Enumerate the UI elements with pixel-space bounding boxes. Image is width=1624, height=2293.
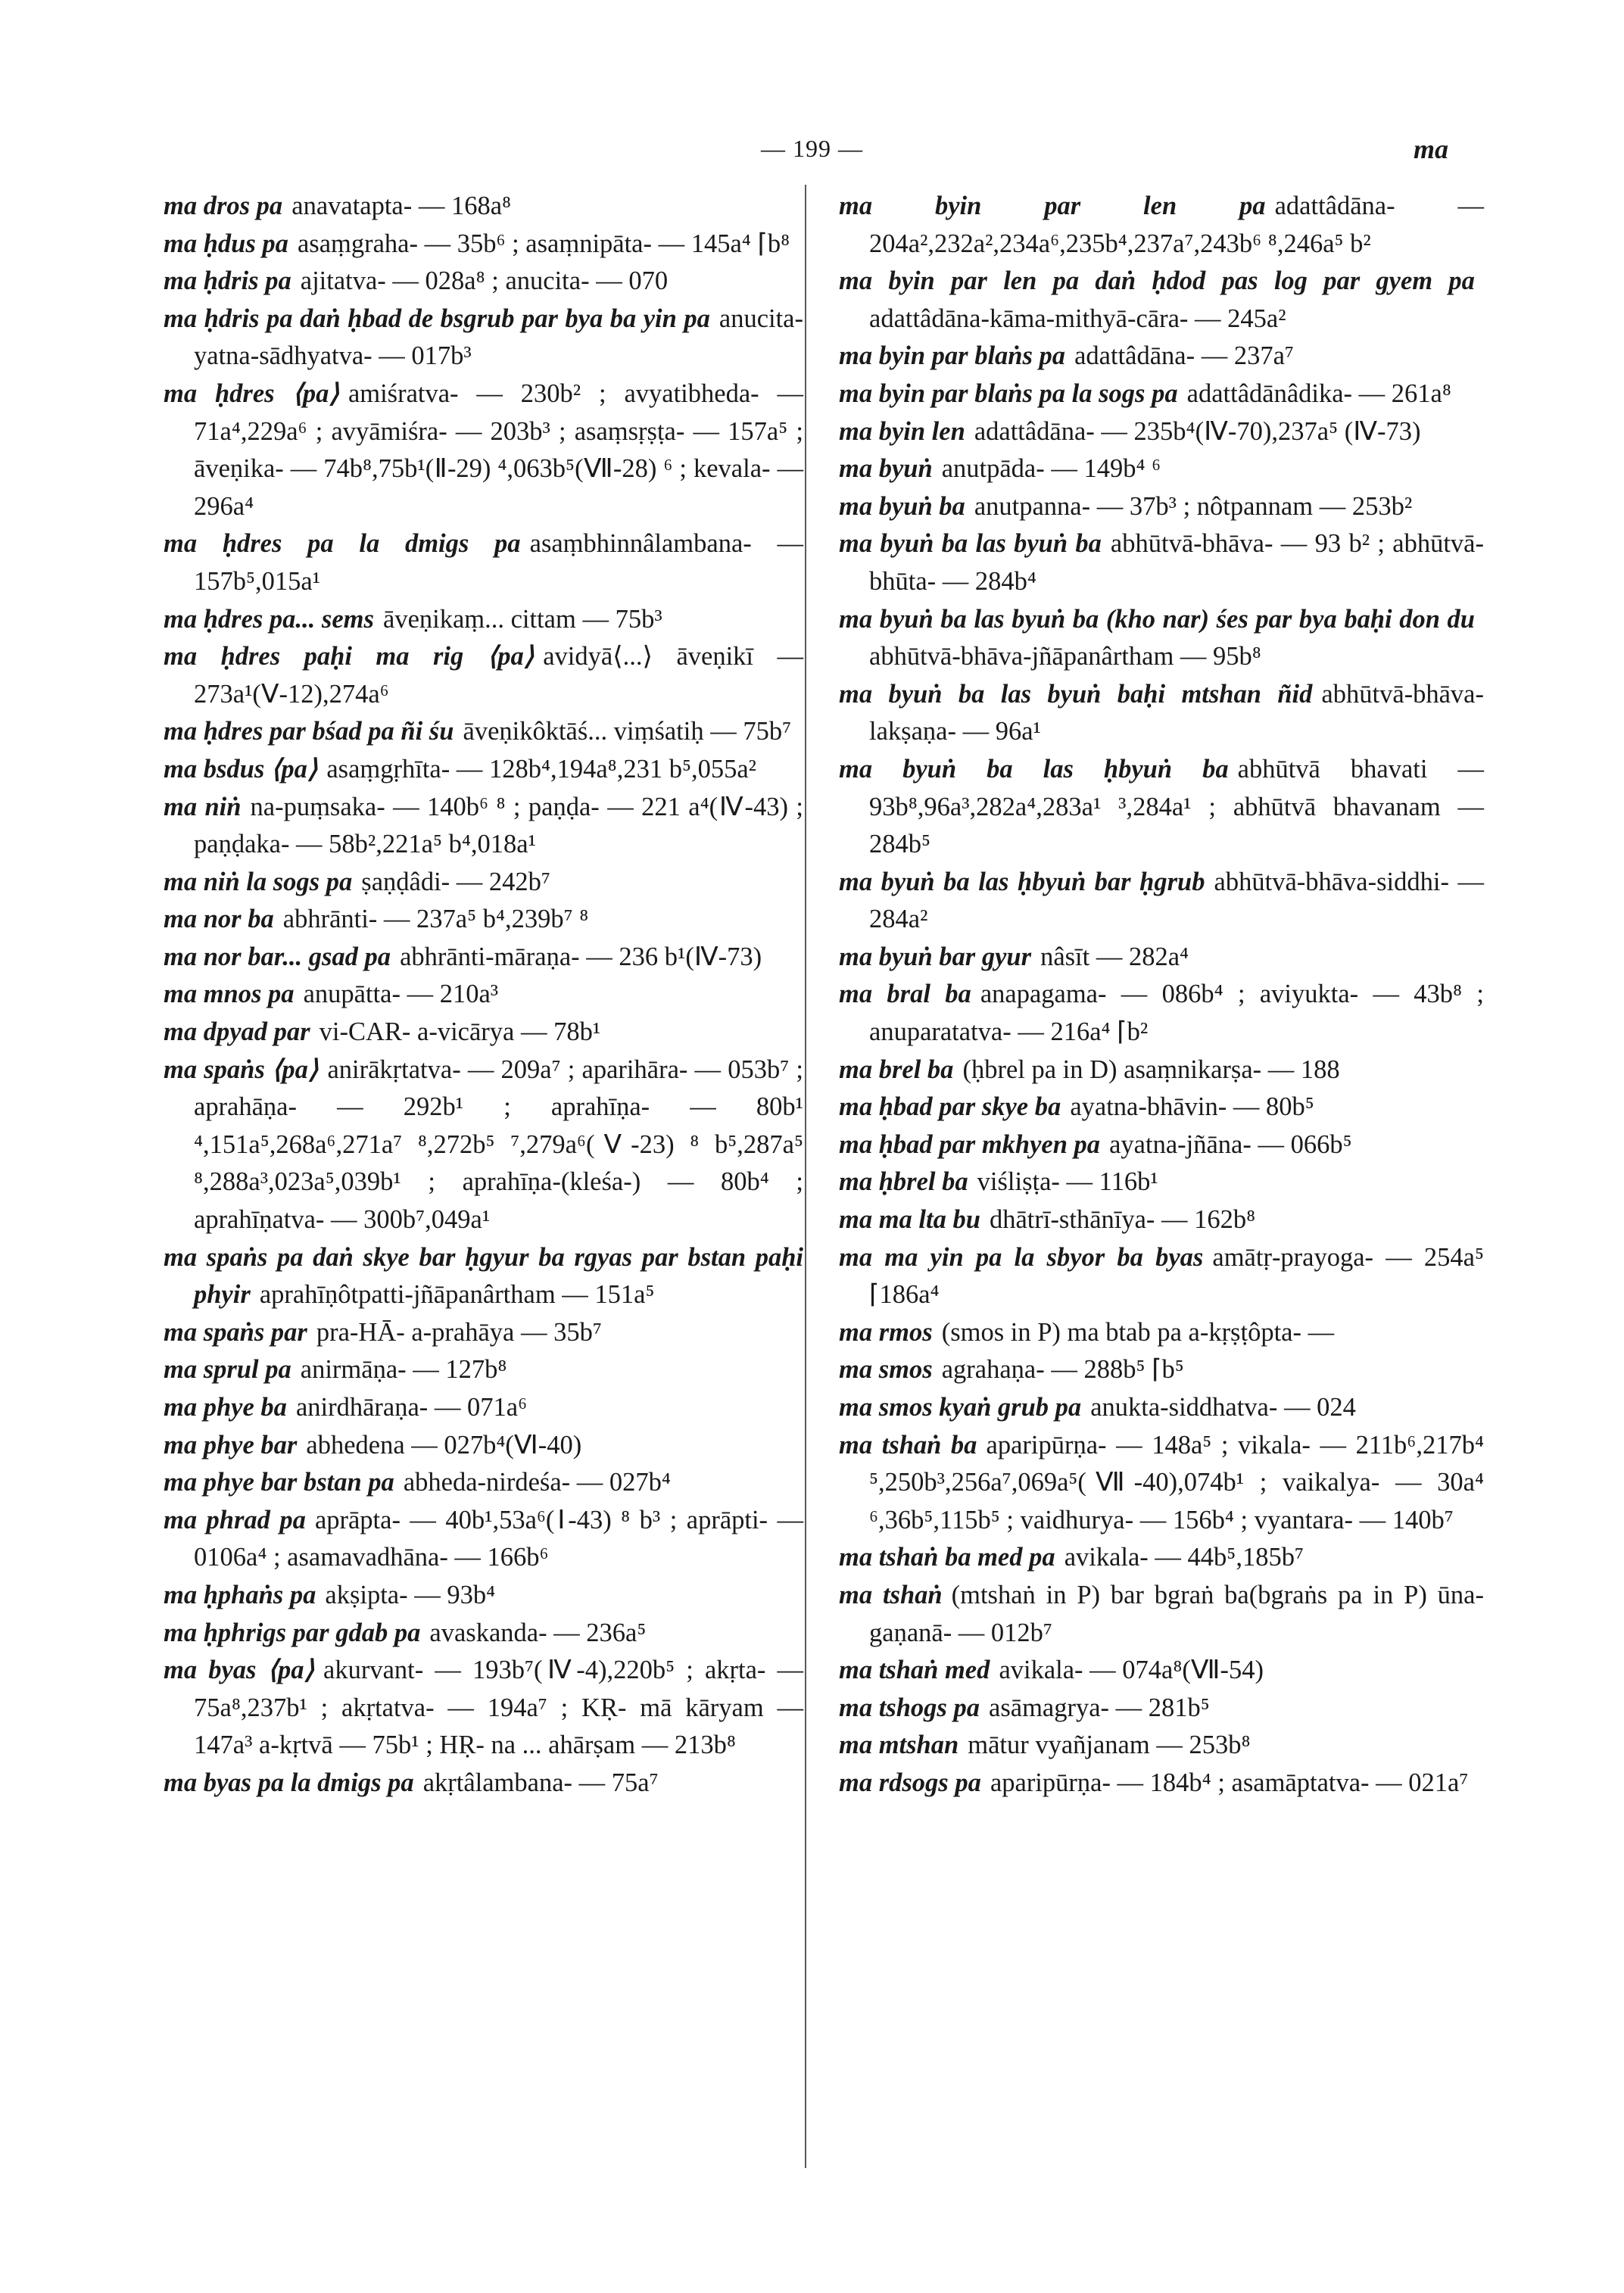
- entry-headword: ma byas ⟨pa⟩: [164, 1656, 314, 1685]
- entry-headword: ma phye ba: [164, 1393, 287, 1422]
- entry-headword: ma ḥphrigs par gdab pa: [164, 1618, 421, 1647]
- entry-headword: ma ḥdris pa daṅ ḥbad de bsgrub par bya ba yin pa: [164, 304, 710, 333]
- dictionary-entry: [164, 1427, 803, 1465]
- entry-definition: ajitatva- — 028a⁸ ; anucita- — 070: [300, 266, 669, 296]
- entry-headword: ma tshaṅ med: [839, 1656, 990, 1685]
- entry-headword: ma tshogs pa: [839, 1693, 980, 1722]
- dictionary-entry: [839, 450, 1484, 488]
- entry-definition: asaṃgraha- — 35b⁶ ; asaṃnipāta- — 145a⁴ ⌈b⁸: [297, 229, 790, 258]
- dictionary-entry: [839, 1089, 1484, 1126]
- dictionary-entry: [164, 1051, 803, 1239]
- dictionary-entry: [839, 413, 1484, 451]
- entry-definition: abhedena — 027b⁴(Ⅵ-40): [306, 1430, 582, 1460]
- entry-headword: ma ḥdus pa: [164, 229, 288, 258]
- entry-headword: ma ḥphaṅs pa: [164, 1580, 316, 1609]
- dictionary-entry: [164, 301, 803, 375]
- entry-definition: (mtshaṅ in P) bar bgraṅ ba(bgraṅs pa in P) ūna-gaṇanā- — 012b⁷: [869, 1580, 1484, 1647]
- entry-definition: abhūtvā-bhāva-jñāpanârtham — 95b⁸: [869, 642, 1261, 671]
- entry-headword: ma byuṅ ba las ḥbyuṅ bar ḥgrub: [839, 867, 1205, 896]
- entry-definition: pra-HĀ- a-prahāya — 35b⁷: [316, 1317, 602, 1347]
- entry-definition: abhūtvā-bhāva- — 93 b² ; abhūtvā-bhūta- — 284b⁴: [869, 529, 1484, 596]
- entry-definition: adattâdāna- — 204a²,232a²,234a⁶,235b⁴,237a⁷,243b⁶ ⁸,246a⁵ b²: [869, 192, 1484, 258]
- entry-definition: anirdhāraṇa- — 071a⁶: [295, 1393, 528, 1422]
- entry-definition: avaskanda- — 236a⁵: [429, 1618, 647, 1647]
- entry-headword: ma ḥbad par skye ba: [839, 1092, 1061, 1122]
- entry-headword: ma phrad pa: [164, 1505, 306, 1534]
- running-head: ma: [1413, 134, 1448, 164]
- entry-headword: ma spaṅs pa daṅ skye bar ḥgyur ba rgyas par bstan paḥi phyir: [164, 1242, 803, 1310]
- entry-headword: ma ḥdres ⟨pa⟩: [164, 379, 339, 408]
- dictionary-entry: [839, 1727, 1484, 1765]
- entry-headword: ma ma yin pa la sbyor ba byas: [839, 1242, 1204, 1272]
- entry-definition: amātṛ-prayoga- — 254a⁵ ⌈186a⁴: [869, 1242, 1485, 1310]
- dictionary-entry: [839, 1164, 1484, 1201]
- entry-definition: anapagama- — 086b⁴ ; aviyukta- — 43b⁸ ; anuparatatva- — 216a⁴ ⌈b²: [869, 980, 1484, 1047]
- entry-headword: ma spaṅs par: [164, 1317, 307, 1347]
- dictionary-entry: [164, 1389, 803, 1427]
- entry-definition: nâsīt — 282a⁴: [1040, 942, 1189, 971]
- entry-definition: avikala- — 44b⁵,185b⁷: [1064, 1543, 1304, 1572]
- entry-definition: anirākṛtatva- — 209a⁷ ; aparihāra- — 053b⁷ ; aprahāṇa- — 292b¹ ; aprahīṇa- — 80b¹ ⁴,151a⁵,268a⁶,271a⁷ ⁸,272b⁵ ⁷,279a⁶(Ⅴ-23) ⁸ b⁵,287a⁵ ⁸,288a³,023a⁵,039b¹ ; aprahīṇa-(kleśa-) — 80b⁴ ; aprahīṇatva- — 300b⁷,049a¹: [194, 1055, 803, 1235]
- entry-headword: ma byuṅ: [839, 454, 933, 484]
- dictionary-entry: [164, 1765, 803, 1802]
- entry-headword: ma byin len: [839, 416, 965, 446]
- dictionary-entry: [164, 901, 803, 939]
- dictionary-entry: [839, 188, 1484, 263]
- entry-definition: viśliṣṭa- — 116b¹: [977, 1167, 1158, 1197]
- entry-definition: aparipūrṇa- — 148a⁵ ; vikala- — 211b⁶,217b⁴ ⁵,250b³,256a⁷,069a⁵(Ⅶ-40),074b¹ ; vaikalya- — 30a⁴ ⁶,36b⁵,115b⁵ ; vaidhurya- — 156b⁴ ; vyantara- — 140b⁷: [869, 1430, 1484, 1534]
- entry-definition: agrahaṇa- — 288b⁵ ⌈b⁵: [941, 1355, 1184, 1385]
- dictionary-entry: [839, 864, 1484, 939]
- entry-definition: asaṃgṛhīta- — 128b⁴,194a⁸,231 b⁵,055a²: [326, 754, 757, 784]
- dictionary-entry: [164, 1464, 803, 1502]
- entry-definition: anutpāda- — 149b⁴ ⁶: [941, 454, 1161, 484]
- entry-headword: ma byas pa la dmigs pa: [164, 1768, 414, 1797]
- entry-headword: ma ḥdres pa la dmigs pa: [164, 529, 521, 559]
- entry-headword: ma smos: [839, 1355, 933, 1385]
- entry-headword: ma brel ba: [839, 1055, 954, 1084]
- dictionary-entry: [839, 1652, 1484, 1690]
- entry-headword: ma byin par len pa: [839, 192, 1266, 220]
- dictionary-entry: [839, 601, 1484, 676]
- entry-definition: akṣipta- — 93b⁴: [325, 1580, 496, 1609]
- dictionary-entry: [164, 1502, 803, 1577]
- entry-definition: abhūtvā-bhāva-lakṣaṇa- — 96a¹: [869, 679, 1484, 746]
- entry-headword: ma byuṅ ba: [839, 491, 965, 521]
- entry-definition: anucita-yatna-sādhyatva- — 017b³: [194, 304, 803, 371]
- entry-definition: avidyā⟨...⟩ āveṇikī — 273a¹(Ⅴ-12),274a⁶: [194, 642, 803, 709]
- entry-headword: ma ḥdris pa: [164, 266, 291, 296]
- entry-definition: ayatna-bhāvin- — 80b⁵: [1070, 1092, 1314, 1122]
- entry-definition: anukta-siddhatva- — 024: [1090, 1393, 1356, 1422]
- entry-definition: mātur vyañjanam — 253b⁸: [968, 1731, 1251, 1760]
- dictionary-entry: [164, 751, 803, 789]
- dictionary-entry: [839, 1427, 1484, 1540]
- dictionary-entry: [839, 488, 1484, 526]
- entry-definition: vi-CAR- a-vicārya — 78b¹: [319, 1017, 601, 1047]
- entry-definition: abhūtvā bhavati — 93b⁸,96a³,282a⁴,283a¹ ³,284a¹ ; abhūtvā bhavanam — 284b⁵: [869, 754, 1484, 859]
- dictionary-entry: [839, 1126, 1484, 1164]
- dictionary-entry: [164, 1239, 803, 1314]
- entry-definition: āveṇikôktāś... viṃśatiḥ — 75b⁷: [463, 717, 792, 746]
- entry-definition: adattâdānâdika- — 261a⁸: [1186, 379, 1451, 408]
- entry-headword: ma spaṅs ⟨pa⟩: [164, 1055, 319, 1084]
- entry-headword: ma mtshan: [839, 1731, 959, 1760]
- entry-headword: ma ma lta bu: [839, 1205, 980, 1235]
- entry-definition: asaṃbhinnâlambana- — 157b⁵,015a¹: [194, 529, 803, 596]
- entry-headword: ma tshaṅ ba med pa: [839, 1543, 1055, 1572]
- dictionary-entry: [164, 713, 803, 751]
- entry-headword: ma byin par blaṅs pa la sogs pa: [839, 379, 1178, 408]
- entry-definition: (smos in P) ma btab pa a-kṛṣṭôpta- —: [941, 1317, 1335, 1347]
- entry-definition: aparipūrṇa- — 184b⁴ ; asamāptatva- — 021a⁷: [990, 1768, 1469, 1797]
- dictionary-entry: [839, 1239, 1484, 1314]
- entry-definition: anutpanna- — 37b³ ; nôtpannam — 253b²: [974, 491, 1413, 521]
- entry-headword: ma niṅ la sogs pa: [164, 867, 353, 896]
- entry-headword: ma sprul pa: [164, 1355, 291, 1385]
- entry-headword: ma rdsogs pa: [839, 1768, 981, 1797]
- entry-headword: ma byin par len pa daṅ ḥdod pas log par gyem pa: [839, 266, 1475, 296]
- dictionary-entry: [164, 1615, 803, 1653]
- entry-definition: akṛtâlambana- — 75a⁷: [422, 1768, 659, 1797]
- dictionary-entry: [839, 263, 1484, 338]
- dictionary-entry: [164, 375, 803, 525]
- entry-definition: adattâdāna- — 237a⁷: [1074, 341, 1294, 371]
- dictionary-entry: [164, 188, 803, 226]
- entry-definition: ṣaṇḍâdi- — 242b⁷: [361, 867, 550, 896]
- entry-definition: dhātrī-sthānīya- — 162b⁸: [989, 1205, 1256, 1235]
- dictionary-entry: [839, 1201, 1484, 1239]
- entry-definition: akurvant- — 193b⁷(Ⅳ-4),220b⁵ ; akṛta- — 75a⁸,237b¹ ; akṛtatva- — 194a⁷ ; KṚ- mā kāryam — 147a³ a-kṛtvā — 75b¹ ; HṚ- na ... ahārṣam — 213b⁸: [194, 1656, 803, 1760]
- dictionary-entry: [164, 789, 803, 864]
- dictionary-entry: [164, 864, 803, 902]
- dictionary-entry: [839, 939, 1484, 977]
- entry-headword: ma byuṅ ba las ḥbyuṅ ba: [839, 754, 1229, 784]
- entry-definition: abheda-nirdeśa- — 027b⁴: [403, 1468, 671, 1497]
- entry-definition: āveṇikaṃ... cittam — 75b³: [383, 604, 662, 634]
- dictionary-entry: [164, 601, 803, 639]
- dictionary-entry: [839, 676, 1484, 751]
- dictionary-entry: [839, 525, 1484, 600]
- entry-definition: anirmāṇa- — 127b⁸: [300, 1355, 507, 1385]
- entry-definition: abhrānti- — 237a⁵ b⁴,239b⁷ ⁸: [282, 905, 589, 934]
- dictionary-entry: [839, 1351, 1484, 1389]
- entry-headword: ma phye bar: [164, 1430, 298, 1460]
- entry-definition: abhrānti-māraṇa- — 236 b¹(Ⅳ-73): [400, 942, 762, 971]
- dictionary-entry: [164, 1652, 803, 1765]
- entry-definition: abhūtvā-bhāva-siddhi- — 284a²: [869, 867, 1485, 934]
- dictionary-entry: [839, 1314, 1484, 1352]
- dictionary-entry: [839, 1051, 1484, 1089]
- entry-definition: aprāpta- — 40b¹,53a⁶(Ⅰ-43) ⁸ b³ ; aprāpti- — 0106a⁴ ; asamavadhāna- — 166b⁶: [194, 1505, 803, 1572]
- left-column: [164, 188, 803, 1802]
- entry-headword: ma nor ba: [164, 905, 274, 934]
- entry-definition: (ḥbrel pa in D) asaṃnikarṣa- — 188: [962, 1055, 1340, 1084]
- entry-headword: ma dros pa: [164, 192, 283, 220]
- entry-headword: ma niṅ: [164, 792, 242, 821]
- dictionary-entry: [839, 1389, 1484, 1427]
- entry-headword: ma byuṅ ba las byuṅ ba: [839, 529, 1102, 559]
- entry-definition: asāmagrya- — 281b⁵: [989, 1693, 1210, 1722]
- dictionary-entry: [164, 1351, 803, 1389]
- dictionary-entry: [164, 525, 803, 600]
- entry-headword: ma byuṅ ba las byuṅ ba (kho nar) śes par bya baḥi don du: [839, 604, 1475, 634]
- entry-definition: avikala- — 074a⁸(Ⅶ-54): [999, 1656, 1264, 1685]
- entry-headword: ma ḥbad par mkhyen pa: [839, 1129, 1101, 1159]
- entry-headword: ma phye bar bstan pa: [164, 1468, 394, 1497]
- entry-definition: aprahīṇôtpatti-jñāpanârtham — 151a⁵: [259, 1280, 655, 1310]
- page-number: — 199 —: [761, 135, 863, 162]
- entry-definition: adattâdāna- — 235b⁴(Ⅳ-70),237a⁵ (Ⅳ-73): [974, 416, 1421, 446]
- entry-headword: ma nor bar... gsad pa: [164, 942, 391, 971]
- entry-headword: ma bsdus ⟨pa⟩: [164, 754, 318, 784]
- entry-headword: ma mnos pa: [164, 980, 295, 1009]
- entry-headword: ma ḥdres par bśad pa ñi śu: [164, 717, 454, 746]
- entry-headword: ma tshaṅ: [839, 1580, 943, 1609]
- column-divider: [805, 185, 806, 2168]
- entry-definition: adattâdāna-kāma-mithyā-cāra- — 245a²: [869, 304, 1286, 333]
- entry-headword: ma dpyad par: [164, 1017, 310, 1047]
- dictionary-entry: [164, 939, 803, 977]
- dictionary-entry: [839, 751, 1484, 864]
- entry-headword: ma tshaṅ ba: [839, 1430, 977, 1460]
- dictionary-entry: [164, 1314, 803, 1352]
- dictionary-entry: [839, 1765, 1484, 1802]
- dictionary-entry: [164, 976, 803, 1014]
- dictionary-entry: [164, 638, 803, 713]
- dictionary-entry: [164, 263, 803, 301]
- entry-headword: ma byin par blaṅs pa: [839, 341, 1066, 371]
- entry-definition: na-puṃsaka- — 140b⁶ ⁸ ; paṇḍa- — 221 a⁴(Ⅳ-43) ; paṇḍaka- — 58b²,221a⁵ b⁴,018a¹: [194, 792, 803, 859]
- entry-headword: ma ḥbrel ba: [839, 1167, 968, 1197]
- entry-headword: ma rmos: [839, 1317, 933, 1347]
- entry-headword: ma ḥdres pa... sems: [164, 604, 374, 634]
- entry-definition: anupātta- — 210a³: [303, 980, 499, 1009]
- dictionary-entry: [839, 338, 1484, 375]
- dictionary-entry: [164, 1577, 803, 1615]
- entry-headword: ma byuṅ bar gyur: [839, 942, 1031, 971]
- entry-headword: ma byuṅ ba las byuṅ baḥi mtshan ñid: [839, 679, 1313, 709]
- dictionary-entry: [164, 1014, 803, 1051]
- dictionary-entry: [839, 375, 1484, 413]
- entry-definition: anavatapta- — 168a⁸: [291, 192, 512, 220]
- entry-headword: ma bral ba: [839, 980, 971, 1009]
- dictionary-entry: [839, 1577, 1484, 1652]
- entry-headword: ma smos kyaṅ grub pa: [839, 1393, 1082, 1422]
- right-column: [839, 188, 1484, 1802]
- dictionary-entry: [164, 226, 803, 263]
- dictionary-entry: [839, 1690, 1484, 1728]
- entry-definition: ayatna-jñāna- — 066b⁵: [1109, 1129, 1352, 1159]
- entry-definition: amiśratva- — 230b² ; avyatibheda- — 71a⁴,229a⁶ ; avyāmiśra- — 203b³ ; asaṃsṛṣṭa- — 157a⁵ ; āveṇika- — 74b⁸,75b¹(Ⅱ-29) ⁴,063b⁵(Ⅶ-28) ⁶ ; kevala- — 296a⁴: [194, 379, 804, 521]
- dictionary-entry: [839, 1539, 1484, 1577]
- dictionary-entry: [839, 976, 1484, 1051]
- entry-headword: ma ḥdres paḥi ma rig ⟨pa⟩: [164, 642, 535, 671]
